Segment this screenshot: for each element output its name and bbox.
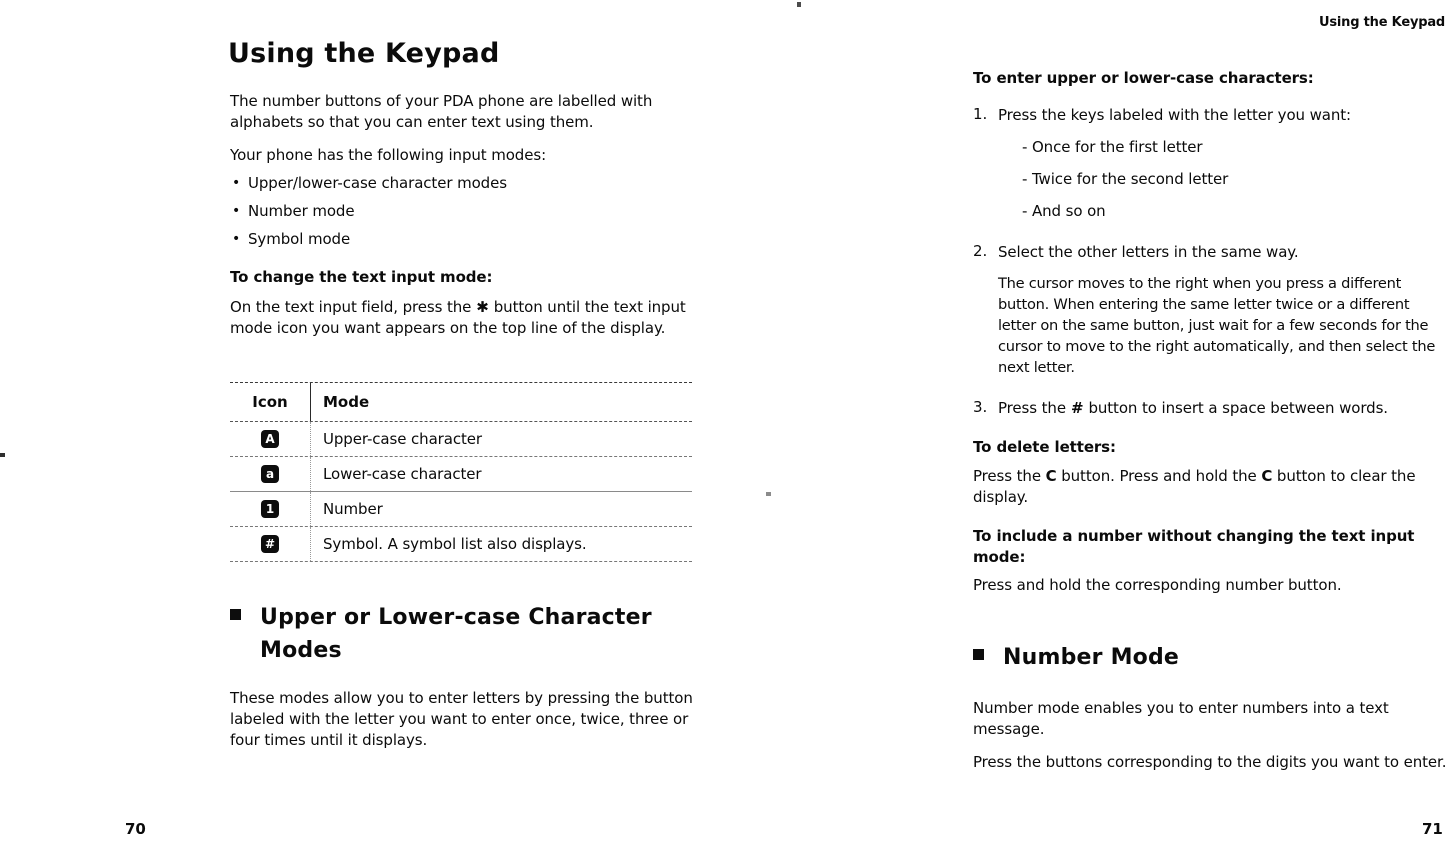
mode-cell: Number xyxy=(310,492,383,526)
input-modes-list xyxy=(232,173,712,257)
step-text xyxy=(998,398,1388,419)
page-title: Using the Keypad xyxy=(228,38,500,69)
page-number-left: 70 xyxy=(125,820,146,838)
section-heading-label: Number Mode xyxy=(1003,645,1180,670)
step-3-text-after: button to insert a space between words. xyxy=(1088,399,1388,417)
running-header: Using the Keypad xyxy=(1319,15,1445,30)
step-1 xyxy=(973,105,1450,126)
delete-letters-heading: To delete letters: xyxy=(973,438,1116,456)
scan-artifact xyxy=(797,2,801,7)
bullet-icon: • xyxy=(232,175,241,191)
bullet-icon: • xyxy=(232,203,241,219)
mode-cell: Symbol. A symbol list also displays. xyxy=(310,527,587,561)
include-number-paragraph: Press and hold the corresponding number button. xyxy=(973,576,1342,594)
step-number: 3. xyxy=(973,398,988,416)
section-heading-upper-lower xyxy=(230,601,685,667)
list-item-label: Number mode xyxy=(248,202,355,220)
bullet-icon: • xyxy=(232,231,241,247)
icon-cell xyxy=(230,465,310,483)
list-item xyxy=(232,201,712,222)
section-heading-label: Upper or Lower-case Character Modes xyxy=(260,605,652,663)
step-number: 2. xyxy=(973,242,988,260)
change-mode-text-before: On the text input field, press the xyxy=(230,298,472,316)
column-header-icon: Icon xyxy=(230,383,311,421)
table-row xyxy=(230,457,692,492)
table-row xyxy=(230,527,692,562)
c-key-label: C xyxy=(1045,467,1057,485)
step-3 xyxy=(973,398,1450,419)
symbol-mode-icon: # xyxy=(261,535,279,553)
icon-cell xyxy=(230,500,310,518)
section-heading-number-mode xyxy=(973,641,1443,674)
change-mode-text-after: button until the text input mode icon you want appears on the top line of the display. xyxy=(230,298,686,337)
list-item xyxy=(232,173,712,194)
intro-paragraph: The number buttons of your PDA phone are labelled with alphabets so that you can enter text using them. xyxy=(230,92,653,131)
scan-artifact xyxy=(766,492,771,496)
page-number-right: 71 xyxy=(1422,820,1443,838)
table-row xyxy=(230,492,692,527)
scan-artifact xyxy=(0,453,5,457)
square-bullet-icon xyxy=(973,649,984,660)
delete-text-1: Press the xyxy=(973,467,1046,485)
list-item-label: Symbol mode xyxy=(248,230,351,248)
change-mode-heading: To change the text input mode: xyxy=(230,268,493,286)
step-3-text-before: Press the xyxy=(998,399,1066,417)
input-mode-table xyxy=(230,382,692,562)
hash-key-icon: # xyxy=(1070,399,1084,417)
icon-cell xyxy=(230,535,310,553)
step-2-detail: The cursor moves to the right when you press a different button. When entering the same letter twice or a different letter on the same button, just wait for a few seconds for the cursor to move to the right automatically, and then select the next letter. xyxy=(998,275,1436,376)
enter-characters-heading: To enter upper or lower-case characters: xyxy=(973,69,1314,87)
mode-cell: Upper-case character xyxy=(310,422,482,456)
uppercase-mode-icon: A xyxy=(261,430,279,448)
number-mode-paragraph-2: Press the buttons corresponding to the digits you want to enter. xyxy=(973,753,1447,771)
icon-cell xyxy=(230,430,310,448)
number-mode-paragraph-1: Number mode enables you to enter numbers into a text message. xyxy=(973,699,1389,738)
mode-cell: Lower-case character xyxy=(310,457,481,491)
column-header-mode: Mode xyxy=(323,393,370,411)
delete-text-3: button to clear the display. xyxy=(973,467,1416,506)
step-number: 1. xyxy=(973,105,988,123)
input-modes-lead: Your phone has the following input modes: xyxy=(230,146,547,164)
delete-letters-paragraph xyxy=(973,466,1450,508)
step-1-sub-item: - Twice for the second letter xyxy=(1022,170,1229,188)
step-2 xyxy=(973,242,1450,263)
section-paragraph: These modes allow you to enter letters by pressing the button labeled with the letter you want to enter once, twice, three or four times until it displays. xyxy=(230,689,693,749)
include-number-heading: To include a number without changing the text input mode: xyxy=(973,527,1415,566)
list-item-label: Upper/lower-case character modes xyxy=(248,174,507,192)
number-mode-icon: 1 xyxy=(261,500,279,518)
step-1-sub-item: - Once for the first letter xyxy=(1022,138,1203,156)
square-bullet-icon xyxy=(230,609,241,620)
lowercase-mode-icon: a xyxy=(261,465,279,483)
c-key-label: C xyxy=(1261,467,1273,485)
delete-text-2: button. Press and hold the xyxy=(1056,467,1262,485)
table-row xyxy=(230,422,692,457)
asterisk-key-icon: ✱ xyxy=(476,298,489,316)
change-mode-paragraph xyxy=(230,297,716,339)
list-item xyxy=(232,229,712,250)
table-header-row xyxy=(230,383,692,422)
step-text: Select the other letters in the same way. xyxy=(998,243,1299,261)
step-text: Press the keys labeled with the letter you want: xyxy=(998,106,1351,124)
step-1-sub-item: - And so on xyxy=(1022,202,1106,220)
